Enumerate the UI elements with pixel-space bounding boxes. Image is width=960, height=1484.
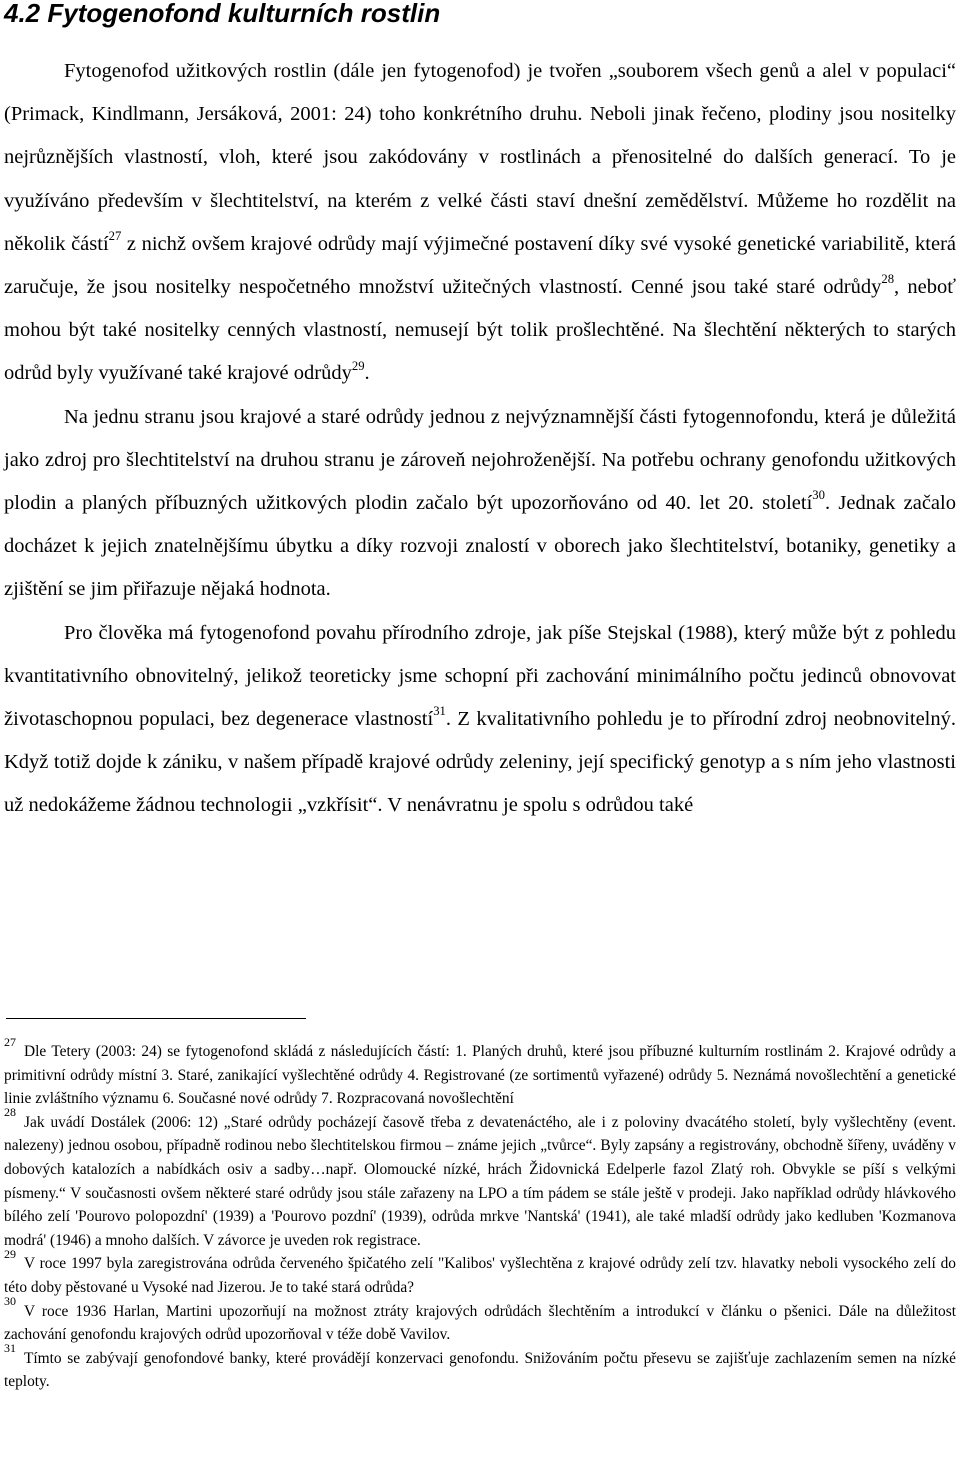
paragraph-text: , neboť mohou být také nositelky cenných vlastností, nemusejí být tolik prošlechtěné. Na šlechtění některých to starých odrůd byly využívané také krajové odrůdy (4, 276, 956, 385)
section-heading: 4.2 Fytogenofond kulturních rostlin (4, 0, 441, 28)
paragraph-text: . Jednak začalo docházet k jejich znatelnějšímu úbytku a díky rozvoji znalostí v oborech jako šlechtitelství, botaniky, genetiky a zjištění se jim přiřazuje nějaká hodnota. (4, 492, 956, 601)
footnote-ref[interactable]: 30 (812, 488, 825, 503)
footnote (4, 1105, 956, 1253)
paragraph (4, 396, 956, 612)
paragraph-text: z nichž ovšem krajové odrůdy mají výjimečné postavení díky své vysoké genetické variabilitě, která zaručuje, že jsou nositelky nespočetného množství užitečných vlastností. Cenné jsou také staré odrůdy (4, 232, 956, 299)
paragraph (4, 50, 956, 396)
footnotes (4, 1034, 956, 1394)
footnote (4, 1247, 956, 1299)
paragraph-text: . Z kvalitativního pohledu je to přírodní zdroj neobnovitelný. Když totiž dojde k zániku, v našem případě krajové odrůdy zeleniny, její specifický genotyp a s ním jeho vlastnosti už nedokážeme žádnou technologii „vzkřísit“. V nenávratnu je spolu s odrůdou také (4, 708, 956, 817)
footnote-text: Dle Tetery (2003: 24) se fytogenofond skládá z následujících částí: 1. Planých druhů, které jsou příbuzné kulturním rostlinám 2. Krajové odrůdy a primitivní odrůdy místní 3. Staré, zanikající vyšlechtěné odrůdy 4. Registrované (ze sortimentů vyřazené) odrůdy 5. Neznámá novošlechtění a genetické linie zvláštního významu 6. Současné nové odrůdy 7. Rozpracovaná novošlechtění (4, 1043, 956, 1108)
footnote-number: 30 (4, 1294, 16, 1309)
footnote-text: V roce 1997 byla zaregistrována odrůda červeného špičatého zelí "Kalibos' vyšlechtěna z krajové odrůdy zelí tzv. hlavatky neboli vysockého zelí do této doby pěstované u Vysoké nad Jizerou. Je to také stará odrůda? (4, 1255, 956, 1296)
footnote-text: Tímto se zabývají genofondové banky, které provádějí konzervaci genofondu. Snižováním počtu přesevu se zajišťuje zachlazením semen na nízké teploty. (4, 1349, 956, 1391)
footnote-ref[interactable]: 29 (351, 358, 365, 373)
footnote-text: Jak uvádí Dostálek (2006: 12) „Staré odrůdy pocházejí časově třeba z devatenáctého, ale i z poloviny dvacátého století, byly vyšlechtěny (event. nalezeny) jednou osobou, případně rodinou nebo šlechtitelskou firmou – známe jejich „tvůrce“. Byly zapsány a registrovány, obchodně šířeny, uváděny v dobových katalozích a nabídkách osiv a sadby…např. Olomoucké nízké, hrách Židovnická Edelperle fazol Zlatý roh. Obvykle se píší s velkými písmeny.“ V současnosti ovšem některé staré odrůdy jsou stále zařazeny na LPO a tím pádem se stále ještě v prodeji. Jako například odrůdy hlávkového bílého zelí 'Pourovo polopozdní' (1939) a 'Pourovo pozdní' (1939), odrůda mrkve 'Nantská' (1941), ale také mladší odrůdy jako kedluben 'Kozmanova modrá' (1946) a mnoho dalších. V závorce je uveden rok registrace. (4, 1113, 956, 1249)
footnote (4, 1294, 956, 1347)
footnote-ref[interactable]: 31 (433, 704, 446, 719)
footnote-number: 28 (4, 1105, 16, 1120)
paragraph-text: . (364, 362, 370, 385)
footnote-number: 29 (4, 1247, 16, 1262)
footnote-number: 27 (4, 1034, 16, 1049)
footnote-text: V roce 1936 Harlan, Martini upozorňují na možnost ztráty krajových odrůdách šlechtěním a introdukcí v článku o pšenici. Dále na důležitost zachování genofondu krajových odrůd upozorňoval v téže době Vavilov. (4, 1302, 956, 1344)
paragraph-text: Pro člověka má fytogenofond povahu přírodního zdroje, jak píše Stejskal (1988), který může být z pohledu kvantitativního obnovitelný, jelikož teoreticky jsme schopní při zachování minimálního počtu jedinců obnovovat životaschopnou populaci, bez degenerace vlastností (4, 621, 956, 731)
footnote-number: 31 (4, 1341, 16, 1356)
paragraph-text: Na jednu stranu jsou krajové a staré odrůdy jednou z nejvýznamnější části fytogennofondu, která je důležitá jako zdroj pro šlechtitelství na druhou stranu je zároveň nejohroženější. Na potřebu ochrany genofondu užitkových plodin a planých příbuzných užitkových plodin začalo být upozorňováno od 40. let 20. století (4, 405, 956, 515)
footnote (4, 1034, 956, 1111)
paragraph-text: Fytogenofod užitkových rostlin (dále jen fytogenofod) je tvořen „souborem všech genů a alel v populaci“ (Primack, Kindlmann, Jersáková, 2001: 24) toho konkrétního druhu. Neboli jinak řečeno, plodiny jsou nositelky nejrůznějších vlastností, vloh, které jsou zakódovány v rostlinách a přenositelné do dalších generací. To je využíváno především v šlechtitelství, na kterém z velké části staví dnešní zemědělství. Můžeme ho rozdělit na několik částí (4, 60, 956, 255)
paragraph (4, 612, 956, 828)
body-text (4, 50, 956, 828)
footnote-ref[interactable]: 28 (881, 272, 895, 287)
footnote-ref[interactable]: 27 (108, 229, 122, 244)
footnote-separator (6, 1018, 306, 1019)
footnote (4, 1341, 956, 1394)
